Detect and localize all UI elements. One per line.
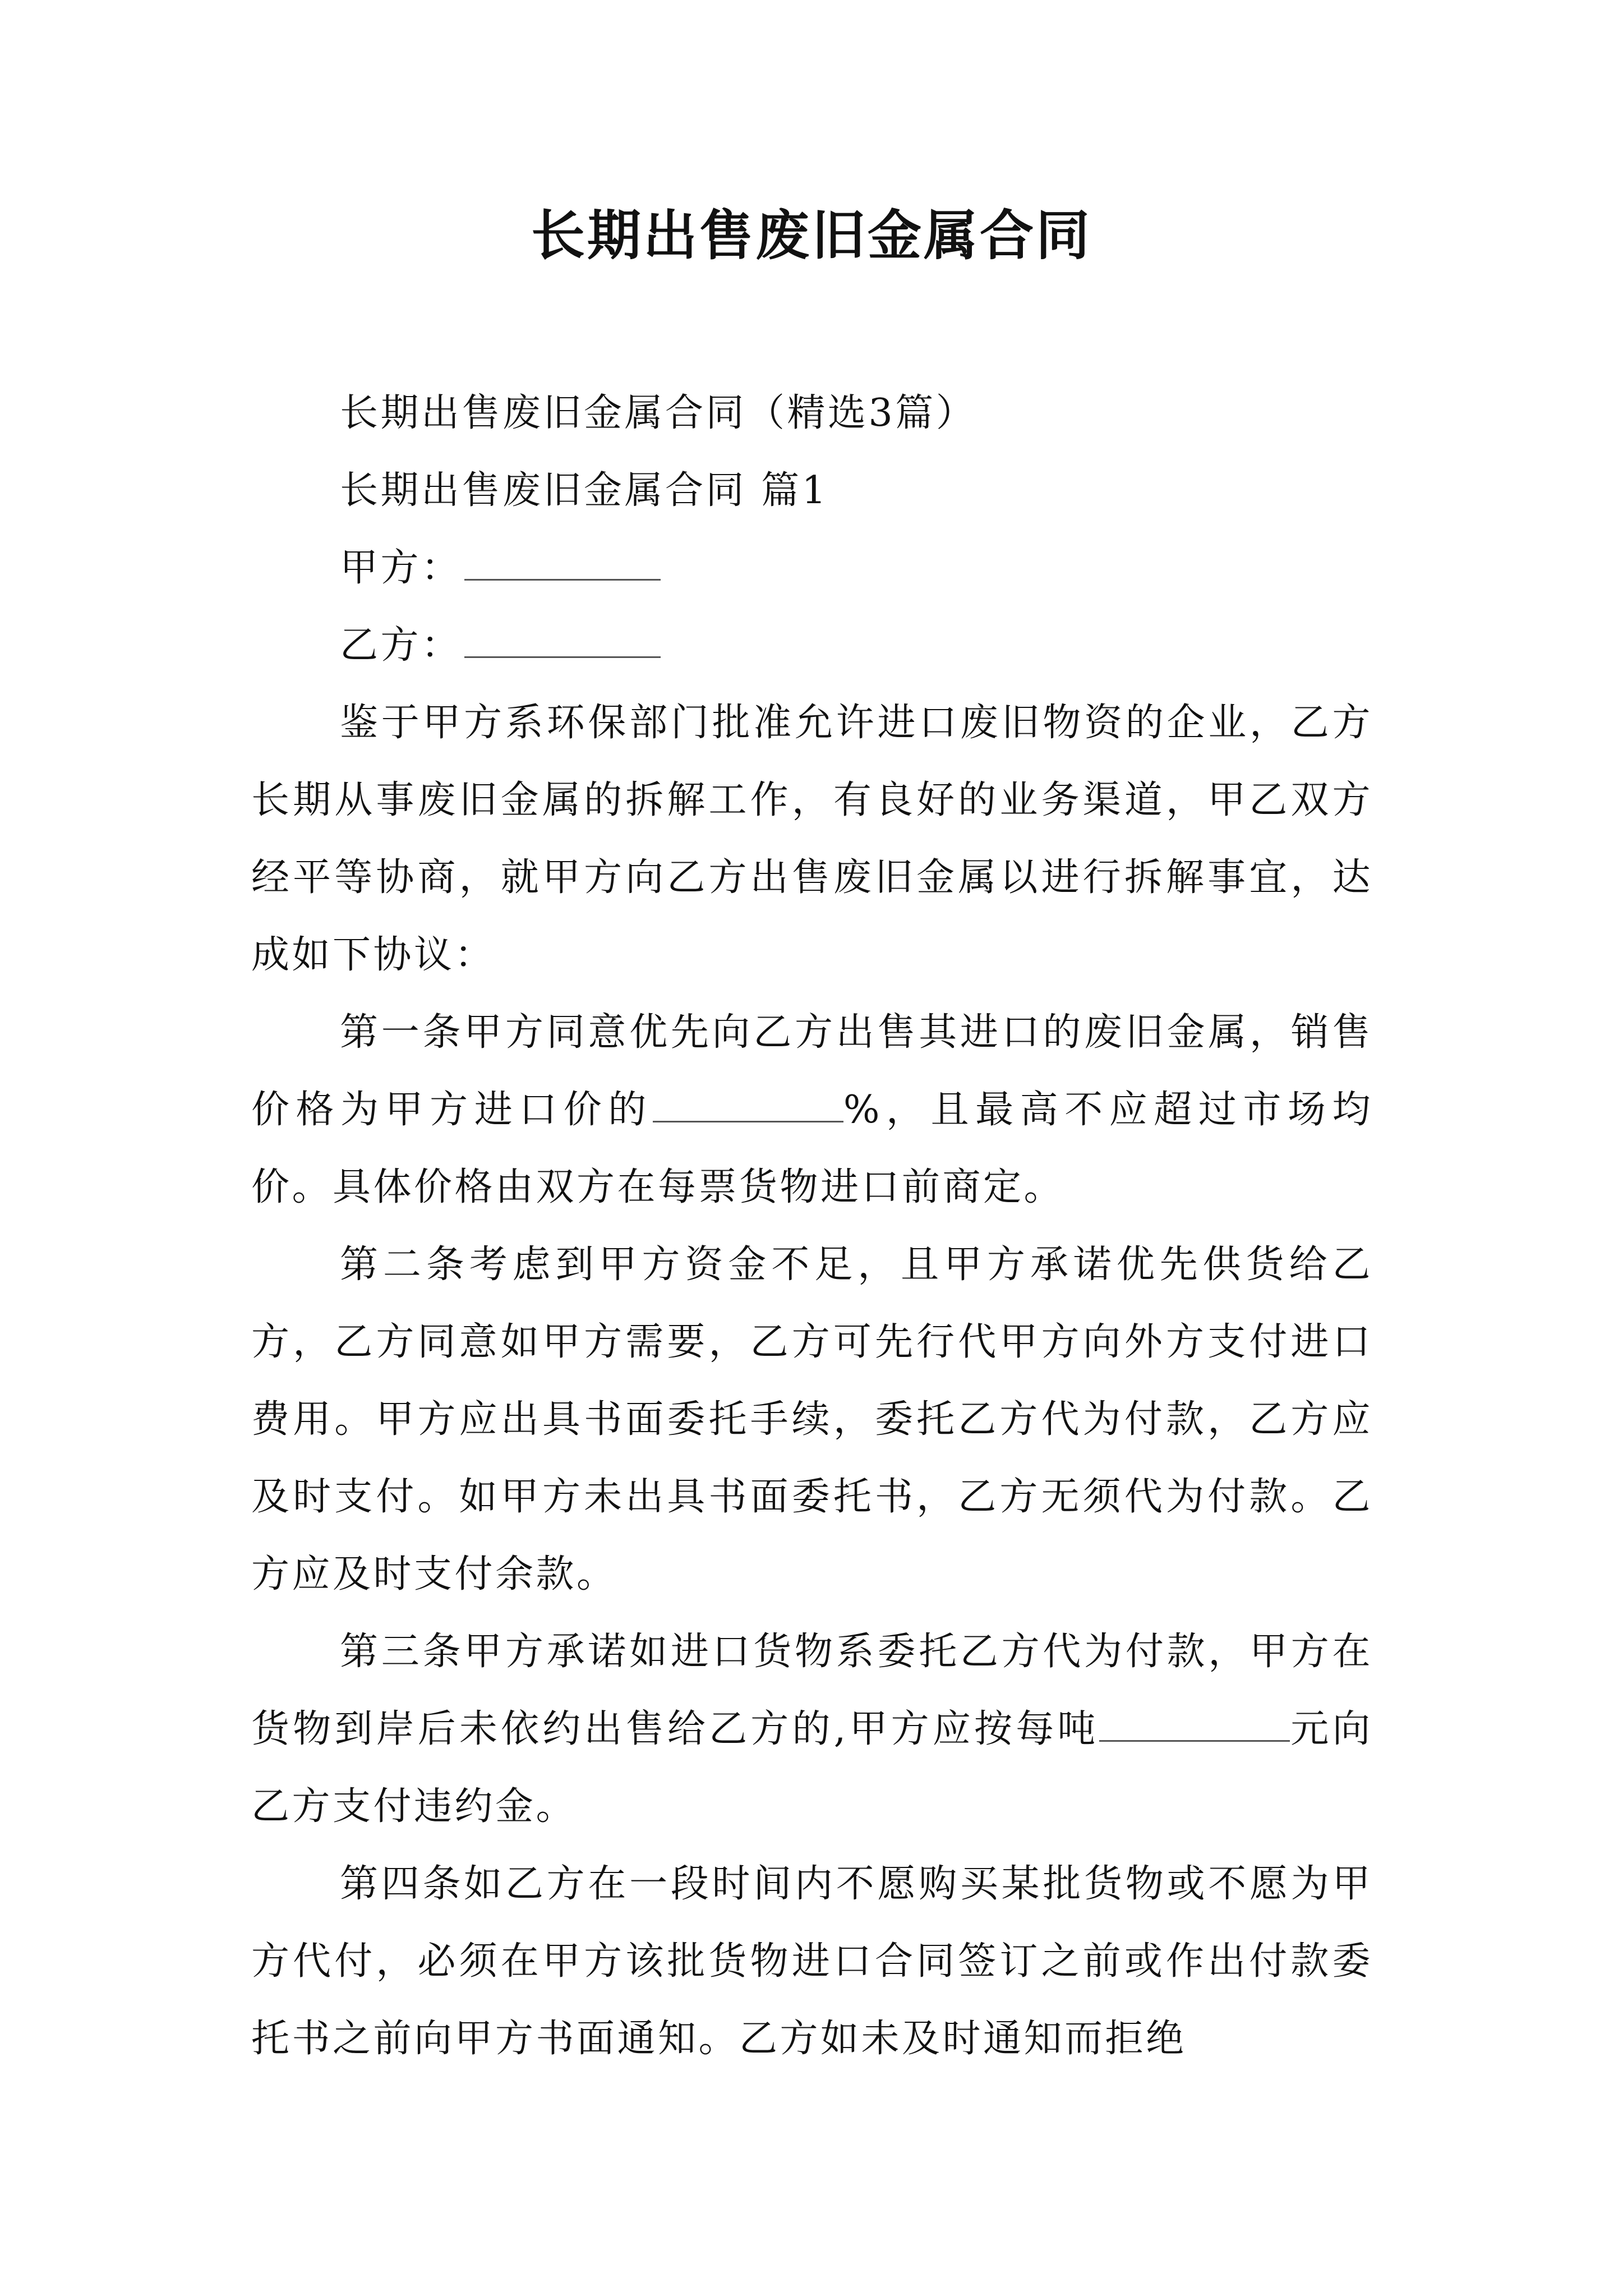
article-3-text-end: 元向乙方支付违约金。 (251, 1707, 1373, 1829)
article-3-text-start: 第三条甲方承诺如进口货物系委托乙方代为付款，甲方在货物到岸后未依约出售给乙方的,甲方应按每吨 (251, 1630, 1373, 1751)
section-heading: 长期出售废旧金属合同 篇1 (340, 468, 829, 513)
article-4-paragraph: 第四条如乙方在一段时间内不愿购买某批货物或不愿为甲方代付，必须在甲方该批货物进口合同签订之前或作出付款委托书之前向甲方书面通知。乙方如未及时通知而拒绝 (251, 1862, 1373, 2061)
article-1-paragraph (251, 994, 1373, 1226)
party-b-blank (464, 622, 661, 658)
article-1-text-start: 第一条甲方同意优先向乙方出售其进口的废旧金属，销售价格为甲方进口价的 (251, 1010, 1373, 1132)
party-b-line (251, 607, 1373, 684)
penalty-per-ton-blank (1099, 1706, 1290, 1742)
document-body (251, 375, 1373, 2078)
price-percent-blank (653, 1087, 843, 1122)
preamble-paragraph: 鉴于甲方系环保部门批准允许进口废旧物资的企业，乙方长期从事废旧金属的拆解工作，有良好的业务渠道，甲乙双方经平等协商，就甲方向乙方出售废旧金属以进行拆解事宜，达成如下协议： (251, 701, 1373, 977)
document-title: 长期出售废旧金属合同 (531, 204, 1092, 267)
article-3-paragraph (251, 1613, 1373, 1846)
party-a-line (251, 530, 1373, 607)
subtitle: 长期出售废旧金属合同（精选3篇） (340, 391, 977, 435)
article-2-paragraph: 第二条考虑到甲方资金不足，且甲方承诺优先供货给乙方，乙方同意如甲方需要，乙方可先行代甲方向外方支付进口费用。甲方应出具书面委托手续，委托乙方代为付款，乙方应及时支付。如甲方未出具书面委托书，乙方无须代为付款。乙方应及时支付余款。 (251, 1243, 1373, 1596)
party-b-label: 乙方： (340, 623, 462, 668)
article-1-text-end: %，且最高不应超过市场均价。具体价格由双方在每票货物进口前商定。 (251, 1088, 1373, 1209)
party-a-blank (464, 545, 661, 581)
party-a-label: 甲方： (340, 546, 462, 590)
